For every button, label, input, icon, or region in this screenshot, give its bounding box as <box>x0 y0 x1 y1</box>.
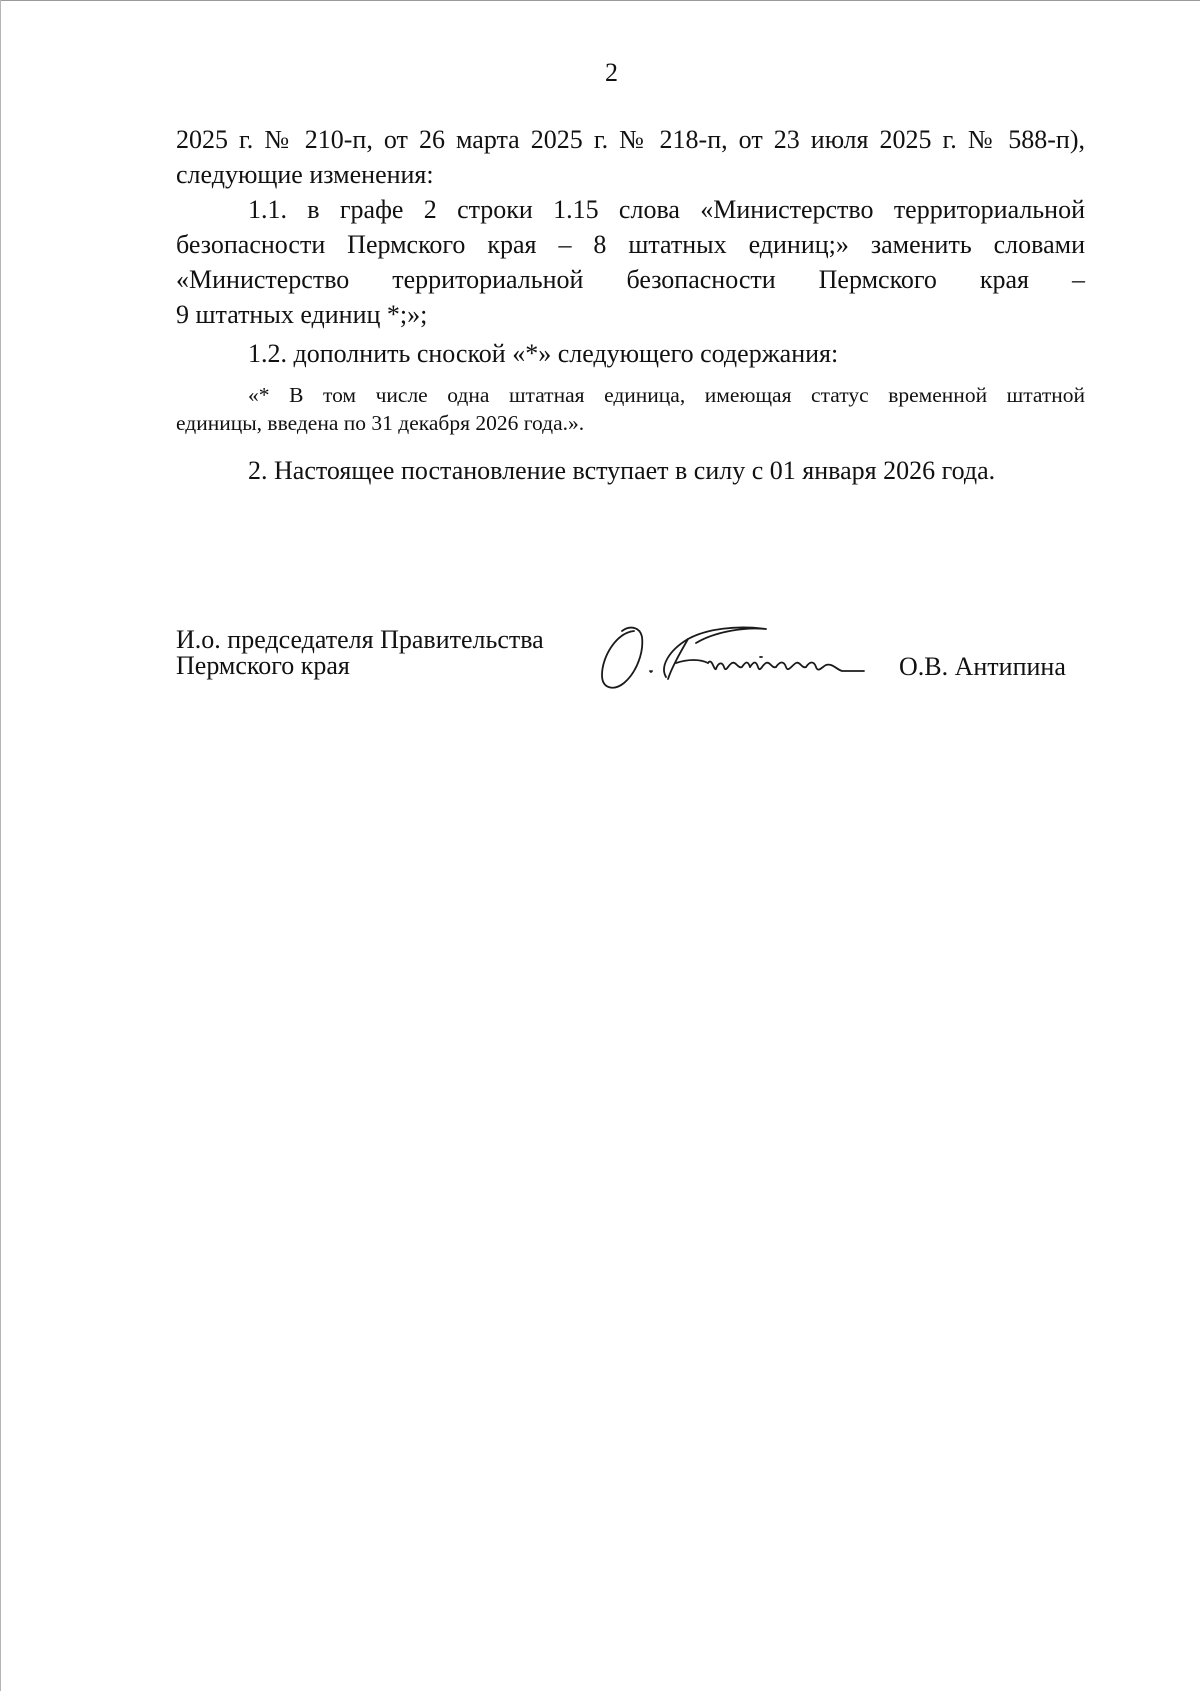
item-1-1-paragraph <box>176 192 1085 332</box>
item-1-2-text: 1.2. дополнить сноской «*» следующего содержания: <box>248 339 839 368</box>
item-1-1-line-3: «Министерство территориальной безопасности Пермского края – <box>176 265 1085 294</box>
item-2-paragraph <box>176 453 1085 488</box>
page-border-top <box>0 0 1200 1</box>
handwritten-signature <box>596 617 906 697</box>
signatory-position-line-2: Пермского края <box>176 651 350 680</box>
page-border-left <box>0 0 1 1691</box>
signatory-position-line-1: И.о. председателя Правительства <box>176 625 544 654</box>
intro-line-1: 2025 г. № 210-п, от 26 марта 2025 г. № 218-п, от 23 июля 2025 г. № 588-п), <box>176 125 1085 154</box>
signatory-name: О.В. Антипина <box>899 652 1066 681</box>
footnote-line-1: «* В том числе одна штатная единица, имеющая статус временной штатной <box>248 383 1085 407</box>
item-1-2-paragraph <box>176 336 1085 371</box>
intro-paragraph <box>176 122 1085 192</box>
signatory-position <box>176 627 544 679</box>
page-number: 2 <box>605 58 618 87</box>
item-2-text: 2. Настоящее постановление вступает в силу с 01 января 2026 года. <box>248 456 996 485</box>
footnote-paragraph <box>176 381 1085 437</box>
item-1-1-line-4: 9 штатных единиц *;»; <box>176 300 428 329</box>
footnote-line-2: единицы, введена по 31 декабря 2026 года.». <box>176 411 585 435</box>
item-1-1-line-1: 1.1. в графе 2 строки 1.15 слова «Министерство территориальной <box>248 195 1085 224</box>
intro-line-2: следующие изменения: <box>176 160 434 189</box>
item-1-1-line-2: безопасности Пермского края – 8 штатных единиц;» заменить словами <box>176 230 1085 259</box>
